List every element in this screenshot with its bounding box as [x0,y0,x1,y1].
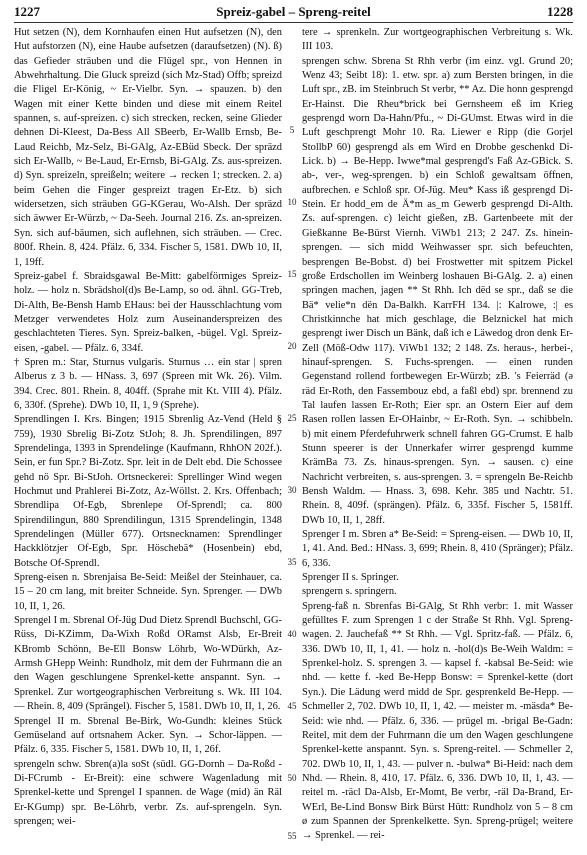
line-number: 50 [287,773,297,783]
entry: Sprendlingen I. Krs. Bingen; 1915 Sbrenlig Az-Vend (Held § 759), 1930 Sbrelig Bi-Zotz StJoh; 8. Jh. Sprendilingen, 897 Sprendelinga, 1393 in Sprendelinge (Kaufmann, RhhON 202f.). Sein, er fun Spr.? Bi-Zotz. Spr. leit in de Delt ebd. Die Schossee gehd nö Spr. Bi-StJoh. Ortsneckerei: Sprellinger Wind wegen Hochmut und Prahlerei Bi-Zotz, Az-Wöllst. 2. Krs. Offenbach; Sbrendlipa Of-Egb, Sbrenlepe Of-Sprendl; ca. 800 Spirendilingun, 880 Sprendilingun, 1315 Sprendelingin, 1348 Sprendelingen (Müller 677). Ortsnecknamen: Sprendlinger Hackklötzjer Of-Egb, Spr. Höschebä* (Hosenbein) ebd, Botsche Of-Sprendl. [14,414,282,569]
entry: Sprenger I m. Sbren a* Be-Seid: = Spreng-eisen. — DWb 10, II, 1, 41. And. Bed.: HNass. 3, 699; Rhein. 8, 410 (Spränger); Pfälz. 6, 336. [302,529,573,569]
right-page-number: 1228 [547,4,573,19]
entry: Sprengel II m. Sbrenal Be-Birk, Wo-Gundh: kleines Stück Gemüseland auf ortsnahem Acker. Syn. → Schor-läppen. — Pfälz. 6, 335. Fischer 5, 1581. DWb 10, II, 1, 26f. [14,715,282,756]
entry: Sprenger II s. Springer. [302,572,399,584]
line-number: 45 [287,701,297,711]
line-number: 15 [287,269,297,279]
line-number: 25 [287,413,297,423]
line-number: 20 [287,341,297,351]
line-number: 35 [287,557,297,567]
right-column [302,26,573,846]
entry: sprengern s. springern. [302,586,397,598]
line-number: 30 [287,485,297,495]
entry: Spreng-eisen n. Sbrenjaisa Be-Seid: Meißel der Steinhauer, ca. 15 – 20 cm lang, mit breiter Schneide. Syn. Sprenger. — DWb 10, II, 1, 26. [14,572,282,612]
left-column [14,26,282,846]
entry: Spreiz-gabel f. Sbraidsgawal Be-Mitt: gabelförmiges Spreiz-holz. — holz n. Sbrädshol(d)s Be-Lamp, so od. ähnl. GG-Treb, Di-Alth, Be-Bensh Hamb EHaus: bei der Hausschlachtung vom Metzger verwendetes Holz zum Auseinanderspreizen des geschlachteten Tieres. Syn. Spreiz-balken, -bügel. Vgl. Spreiz-eisen, -gabel. — Pfälz. 6, 334f. [14,270,282,354]
line-number: 10 [287,197,297,207]
entry: Spreng-faß n. Sbrenfas Bi-GAlg, St Rhh verbr: 1. mit Wasser gefülltes F. zum Sprengen 1 c der Straße St Rhh. Vgl. Spreng-wagen. 2. Jauchefaß ** St Rhh. — Vgl. Spritz-faß. — Pfälz. 6, 336. DWb 10, II, 1, 41. — holz n. -hol(d)s Be-Weih Waldm: = Sprenkel-holz. S. sprengen 3. — kapsel f. -kabsal Be-Seid: wie nhd. — kette f. -ked Be-Hepp Bonsw: = Sprenkel-kette (dort Syn.). Die Lädung werd midd de Spr. gesprenkeld Be-Hepp. — Schmeller 2, 702. DWb 10, II, 1, 42. — meister m. -mäsda* Be-Seid: wie nhd. — Pfälz. 6, 336. — prügel m. -brigal Be-Gadn: Reitel, mit dem der Fuhrmann die um den Wagen geschlungene Sprenkel-kette anspannt. Syn. s. Spreng-reitel. — Schmeller 2, 702. DWb 10, II, 1, 43. — pulver n. -bulwa* Bi-Heid: nach dem Nhd. — Rhein. 8, 410, 17. Pfälz. 6, 336. DWb 10, II, 1, 43. — reitel m. -räcl Da-Alsb, Er-Momt, Be verbr, -räl Da-Brand, Er-WErl, Be-Lind Bonsw Birk Bürst Hütt: Rundholz von 5 – 8 cm ø zum Spannen der Sprenkelkette. Syn. Spreng-prügel; weitere → Sprenkel. — rei- [302,600,573,842]
line-numbers [283,26,301,846]
line-number: 40 [287,629,297,639]
entry: Sprengel I m. Sbrenal Of-Jüg Dud Dietz Sprendl Buchschl, GG-Rüss, Di-KZimm, Da-Wixh Roßd ORamst Alsb, Er-Breit KBromb Schönn, Be-Ell Bonsw Löhrb, Wo-WDürkh, Az-Armsh GHepp Weinh: Rundholz, mit dem der Fuhrmann die an den Wagen geschlungene Sprenkel-kette anspannt. Syn. → Sprenkel. Zur wortgeographischen Verbreitung s. Wk. III 104. — Rhein. 8, 409 (Sprängel). Fischer 5, 1581. DWb 10, II, 1, 26. [14,615,282,713]
header-rule [14,22,573,23]
entry: † Spren m.: Star, Sturnus vulgaris. Sturnus … ein star | spren Alberus z 3 b. — HNass. 3, 697 (Spreen mit Wk. 26). Vilm. 394. Crec. 801. Rhein. 8, 404ff. (Sprahe mit Kt. VIII 4). Pfälz. 6, 330f. (Sprehe). DWb 10, II, 1, 9 (Sprehe). [14,356,282,411]
page-title: Spreiz-gabel – Spreng-reitel [216,4,371,19]
entry: tere → sprenkeln. Zur wortgeographischen Verbreitung s. Wk. III 103. [302,27,573,53]
entry: sprengen schw. Sbrena St Rhh verbr (im einz. vgl. Grund 20; Wenz 43; Seibt 18): 1. etw. spr. a) zum Bersten bringen, in die Luft spr., zB. im Steinbruch St verbr, ** Az. Die honn gesprengd Er-Hainst. Die Rheu*brick bei Gernsheem eß im Krieg gesprengd worn Da-Hahn/Pfu., ~ Di-GUmst. Etwas wird in die Luft geschprengt Mohr 10. Ra. Liewer e Ripp (die Gorjel StollbP 60) gesprengd als em Wird en Drobbe geschenkd Di-Lick. b) → Be-Hepp. Iwwe*mal gesprengd's Faß Az-GBick. S. ab-, ver-, weg-sprengen. b) ein Schloß gewaltsam öffnen, aufbrechen. e Schloß spr. Of-Jüg. Meu* Kass iß gesprengd Di-Stein. Er hodd_em de Ä*m as_m Gewerb gesprengd Di-Alth. Zs. auf-sprengen. c) leicht gießen, zB. Gartenbeete mit der Gießkanne Be-Bürst Viernh. ViWb1 213; 2 247. Zs. hinein-sprengen. — sich midd Weihwasser spr. sich befeuchten, besprengen Be-Bobst. d) bei Frostwetter mit spitzem Pickel große Erdschollen im Weinberg loshauen Bi-GAlg. 2. a) einen springen machen, jagen ** St Rhh. Ich dëd se spr., daß se die Bä* velie*n dën Da-Balkh. KarrFH 134. |: Kalrowe, :| es Christkinnche hat mich geschlage, die Belznickel hat mich gesprengt iwer Disch un Bänk, daß ich e Läwedog dron denk Er-Zell (Möß-Odw 117). ViWb1 132; 2 148. Zs. heraus-, herbei-, hinauf-sprengen. S. Fuchs-sprengen. — einen runden Gegenstand rollend fortbewegen Er-Würzb; zB. 's Feierräd (ə räd Er-Roth, den Fassembouz ebd, a faßl ebd) spr. brennend zu Tal laufen lassen Er-Roth; Eier spr. an Ostern Eier auf dem Rasen rollen lassen Er-OHainbr, ~ Er-Roth. Syn. → schibbeln. b) mit einem Pferdefuhrwerk schnell fahren GG-Crumst. E halb Stunn speerer is der Unnerkafer wirrer gesprengd kumme KrämBa 73. Zs. hinaus-sprengen. Syn. → sausen. c) eine Nachricht verbreiten, s. aus-sprengen. 3. = sprengeln Be-Reichb Bensh Waldm. — Hnass. 3, 698. Kehr. 385 und Nachtr. 51. Rhein. 8, 409f. (sprängen). Pfälz. 6, 335f. Fischer 5, 1581ff. DWb 10, II, 1, 28ff. [302,55,573,526]
entry: Hut setzen (N), dem Kornhaufen einen Hut aufsetzen (N), den Hut aufstorzen (N), eine Haube aufsetzen (daraufsetzen) (N). ß) das Gefieder sträuben und die Flügel spr., von Hennen in Abwehrhaltung. Die Gluck spreizd (sich Mz-Stad) Offb; spreizd die Fligel Er-König, ~ Er-Vielbr. Syn. → spauzen. b) den Wagen mit einer Kette binden und diese mit einem Reitel spannen, s. auf-spreizen. c) sich strecken, recken, seine Glieder dehnen Di-Kleest, Da-Bess All SBeerb, Er-Wallb Ernsb, Be-Laud Reichb, Mz-Selz, Bi-GAlg, Az-EBüd Sbeck. Der spräzd sich Er-Wallb, ~ Be-Laud, Er-Ernsb, Bi-GAlg. Zs. aus-spreizen. d) Syn. spreizeln, spreißeln; weitere → recken 1; strecken. 2. a) beim Gehen die Finger gespreizt tragen Er-Etz. b) sich widersetzen, sich sträuben GG-KGerau, Wo-Alsh. Der spräzd sich äwwer Er-Würzb, ~ Da-Seeh. Journal 216. Zs. an-spreizen. Syn. sich auf-bäumen, sich auflehnen, sich sträuben. — Crec. 800f. Rhein. 8, 424. Pfälz. 6, 334. Fischer 5, 1581. DWb 10, II, 1, 19ff. [14,27,282,268]
line-number: 5 [289,125,295,135]
entry: sprengeln schw. Sbren(a)la soSt (südl. GG-Dornh – Da-Roßd - Di-FCrumb - Er-Breit): eine schwere Wagenladung mit Sprenkel-kette und Sprengel I spannen. de Wage (mid) än Räl Er-KGump) spr. Be-Löhrb, verbr. Zs. auf-sprengeln. Syn. sprengen; wei- [14,758,282,827]
left-page-number: 1227 [14,4,40,19]
page-header [14,4,573,20]
line-number: 55 [287,831,297,841]
